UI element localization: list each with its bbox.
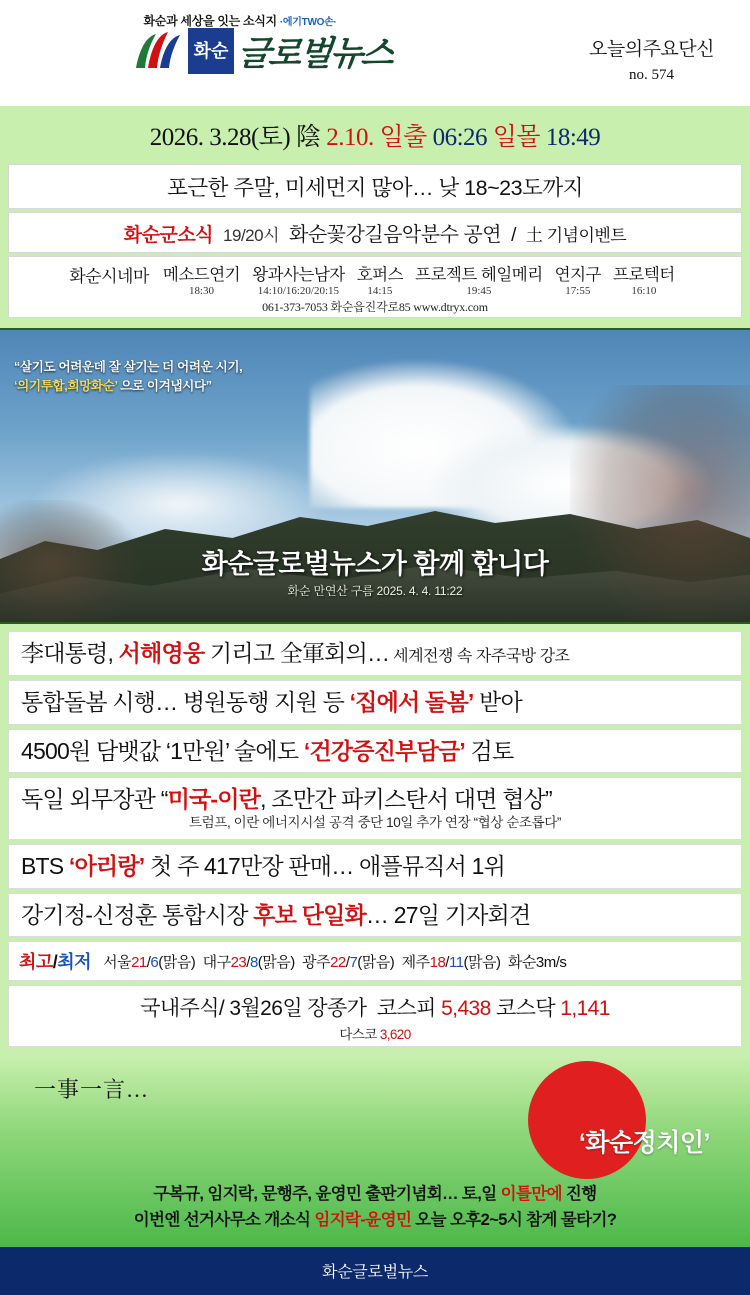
kospi-label: 코스피	[376, 997, 436, 1021]
opinion-text	[0, 1182, 750, 1233]
cinema-title: 왕과사는남자	[252, 266, 345, 284]
logo	[130, 26, 392, 75]
dasco-label: 다스코	[339, 1027, 377, 1043]
county-news-row	[8, 212, 742, 253]
dateline-lunar-label: 陰	[296, 124, 321, 151]
photo-quote-line1: “살기도 어려운데 잘 살기는 더 어려운 시기,	[14, 360, 243, 374]
weather-city: 대구	[202, 953, 231, 971]
opinion-keyword: ‘화순정치인’	[578, 1129, 710, 1158]
headline-part: , 조만간 파키스탄서 대면 협상”	[260, 786, 552, 813]
logo-script: 글로벌뉴스	[235, 34, 394, 74]
weather-table	[8, 941, 742, 981]
cinema-item	[252, 261, 345, 297]
weather-table-label	[19, 948, 91, 974]
dateline-date: 2026. 3.28(토)	[149, 124, 291, 151]
county-news-tag: 화순군소식	[123, 225, 214, 246]
cinema-label: 화순시네마	[69, 267, 149, 286]
cinema-title: 프로젝트 헤일메리	[415, 266, 543, 284]
weather-sky: (맑음)	[158, 953, 196, 971]
masthead-tagline-text: 화순과 세상을 잇는 소식지	[143, 14, 277, 28]
cinema-time: 14:15	[367, 285, 393, 297]
weather-high: 21	[131, 953, 147, 971]
cinema-section	[8, 256, 742, 318]
headline-part: … 27일 기자회견	[365, 901, 531, 928]
weather-label-high: 최고	[19, 952, 53, 973]
masthead-right-title: 오늘의주요단신	[589, 39, 714, 60]
headline-part: 李대통령,	[21, 640, 119, 666]
opinion-label: 一事一言…	[34, 1077, 150, 1103]
headline-part: 첫 주 417만장 판매… 애플뮤직서 1위	[144, 852, 506, 879]
hero-photo	[0, 328, 750, 624]
opinion-line1-a: 구복규, 임지락, 문행주, 윤영민 출판기념회… 토,일	[153, 1185, 501, 1204]
weather-headline: 포근한 주말, 미세먼지 많아… 낮 18~23도까지	[8, 164, 742, 209]
headline-subtext: 트럼프, 이란 에너지시설 공격 중단 10일 추가 연장 “협상 순조롭다”	[189, 815, 561, 830]
dasco-row	[19, 1023, 731, 1043]
headline-part-red: ‘아리랑’	[68, 852, 145, 879]
weather-low: 7	[349, 953, 358, 971]
opinion-line1-c: 진행	[561, 1185, 597, 1204]
cinema-time: 14:10/16:20/20:15	[257, 285, 340, 297]
headline-election[interactable]	[8, 893, 742, 938]
footer-text: 화순글로벌뉴스	[321, 1264, 429, 1282]
cinema-contact: 061-373-7053 화순읍진각로85 www.dtryx.com	[262, 300, 488, 314]
cinema-title: 메소드연기	[162, 266, 241, 284]
opinion-line2-b: 임지락-윤영민	[314, 1210, 412, 1229]
weather-high: 22	[330, 953, 346, 971]
cinema-time: 19:45	[466, 285, 492, 297]
masthead-tagline-sub: ·에기TWO손·	[279, 17, 337, 28]
headline-bts[interactable]	[8, 844, 742, 889]
cinema-time: 16:10	[631, 285, 657, 297]
cinema-title: 프로텍터	[612, 266, 675, 284]
county-news-tail: 土 기념이벤트	[525, 226, 627, 245]
photo-quote-rest: 으로 이겨냅시다”	[117, 379, 212, 394]
headline-part-small: 세계전쟁 속 자주국방 강조	[389, 648, 570, 665]
weather-city: 제주	[401, 953, 430, 971]
headline-president[interactable]	[8, 631, 742, 676]
cinema-item	[613, 261, 675, 297]
weather-city: 광주	[302, 953, 331, 971]
headline-part-red: ‘건강증진부담금’	[303, 737, 465, 764]
county-news-headline: 화순꽃강길음악분수 공연	[289, 224, 502, 246]
footer	[0, 1247, 750, 1295]
cinema-item	[555, 261, 601, 297]
dateline-lunar: 2.10.	[326, 124, 374, 151]
headline-part: 기리고 全軍회의…	[204, 640, 390, 666]
photo-quote	[14, 358, 242, 397]
weather-cities: 서울21/6(맑음) 대구23/8(맑음) 광주22/7(맑음) 제주18/11(맑음) 화순3m/s	[103, 953, 567, 971]
sunrise-time: 06:26	[432, 124, 488, 151]
weather-high: 23	[230, 953, 247, 971]
headline-part: 검토	[464, 737, 514, 764]
weather-label-slash: /	[52, 952, 58, 973]
headline-cigarette[interactable]	[8, 729, 742, 774]
top-band	[0, 106, 750, 328]
weather-sky: (맑음)	[357, 953, 395, 971]
weather-wind: 화순3m/s	[507, 953, 567, 971]
weather-high: 18	[429, 953, 446, 971]
headline-list	[0, 624, 750, 1055]
weather-city: 서울	[103, 953, 132, 971]
opinion-red-circle	[528, 1061, 646, 1179]
stock-label: 국내주식/	[140, 997, 225, 1021]
weather-low: 11	[448, 953, 464, 971]
weather-low: 6	[150, 953, 159, 971]
sunset-time: 18:49	[545, 124, 601, 151]
sunrise-label: 일출	[379, 124, 427, 151]
headline-germany-iran[interactable]	[8, 777, 742, 840]
county-news-time: 19/20시	[223, 226, 280, 245]
photo-quote-line2	[14, 377, 242, 396]
headline-part: BTS	[21, 852, 69, 879]
photo-caption-sub: 화순 만연산 구름 2025. 4. 4. 11:22	[287, 584, 463, 598]
opinion-line2-c: 오늘 오후2~5시 참게 물타기?	[411, 1210, 617, 1229]
county-news-separator: /	[511, 225, 516, 246]
opinion-line2-a: 이번엔 선거사무소 개소식	[133, 1210, 315, 1229]
opinion-section	[0, 1055, 750, 1247]
masthead-right	[589, 34, 714, 84]
headline-part-red: 서해영웅	[118, 640, 205, 666]
opinion-line-2	[0, 1208, 750, 1234]
logo-box	[188, 28, 234, 74]
headline-part: 독일 외무장관 “	[21, 786, 168, 813]
headline-part-red: ‘집에서 돌봄’	[349, 688, 474, 715]
weather-label-low: 최저	[57, 952, 92, 973]
logo-box-text: 화순	[193, 40, 229, 61]
dasco-value: 3,620	[379, 1027, 411, 1043]
kospi-value: 5,438	[441, 997, 491, 1021]
stock-date: 3월26일 장종가	[229, 997, 367, 1021]
hwasun-emblem-icon	[130, 28, 184, 74]
weather-sky: (맑음)	[257, 953, 295, 971]
cinema-time: 18:30	[188, 285, 214, 297]
headline-part: 통합돌봄 시행… 병원동행 지원 등	[21, 688, 350, 715]
logo-mark-icon	[130, 28, 184, 74]
issue-number: no. 574	[629, 67, 674, 83]
sunset-label: 일몰	[492, 124, 541, 151]
weather-sky: (맑음)	[463, 953, 501, 971]
headline-part: 강기정-신정훈 통합시장	[21, 901, 254, 928]
headline-part-red: 미국-이란	[167, 786, 261, 813]
kosdaq-value: 1,141	[560, 997, 610, 1021]
cinema-item	[163, 261, 240, 297]
opinion-line1-b: 이틀만에	[500, 1185, 562, 1204]
photo-caption: 화순글로벌뉴스가 함께 합니다	[201, 549, 549, 579]
headline-part: 4500원 담뱃값 ‘1만원’ 술에도	[21, 737, 304, 764]
cinema-line	[17, 261, 733, 297]
photo-quote-highlight: ‘의기투합,희망화순’	[14, 379, 118, 394]
cinema-title: 연지구	[554, 266, 601, 284]
opinion-line-1	[0, 1182, 750, 1208]
headline-part-red: 후보 단일화	[253, 901, 366, 928]
weather-low: 8	[249, 953, 258, 971]
stock-row	[8, 985, 742, 1047]
masthead	[0, 0, 750, 106]
cinema-item	[357, 261, 403, 297]
cinema-time: 17:55	[565, 285, 591, 297]
dateline	[8, 112, 742, 161]
cinema-title: 호퍼스	[356, 266, 404, 284]
headline-part: 받아	[473, 688, 522, 715]
kosdaq-label: 코스닥	[495, 997, 555, 1021]
cinema-item	[415, 261, 543, 297]
headline-care[interactable]	[8, 680, 742, 725]
